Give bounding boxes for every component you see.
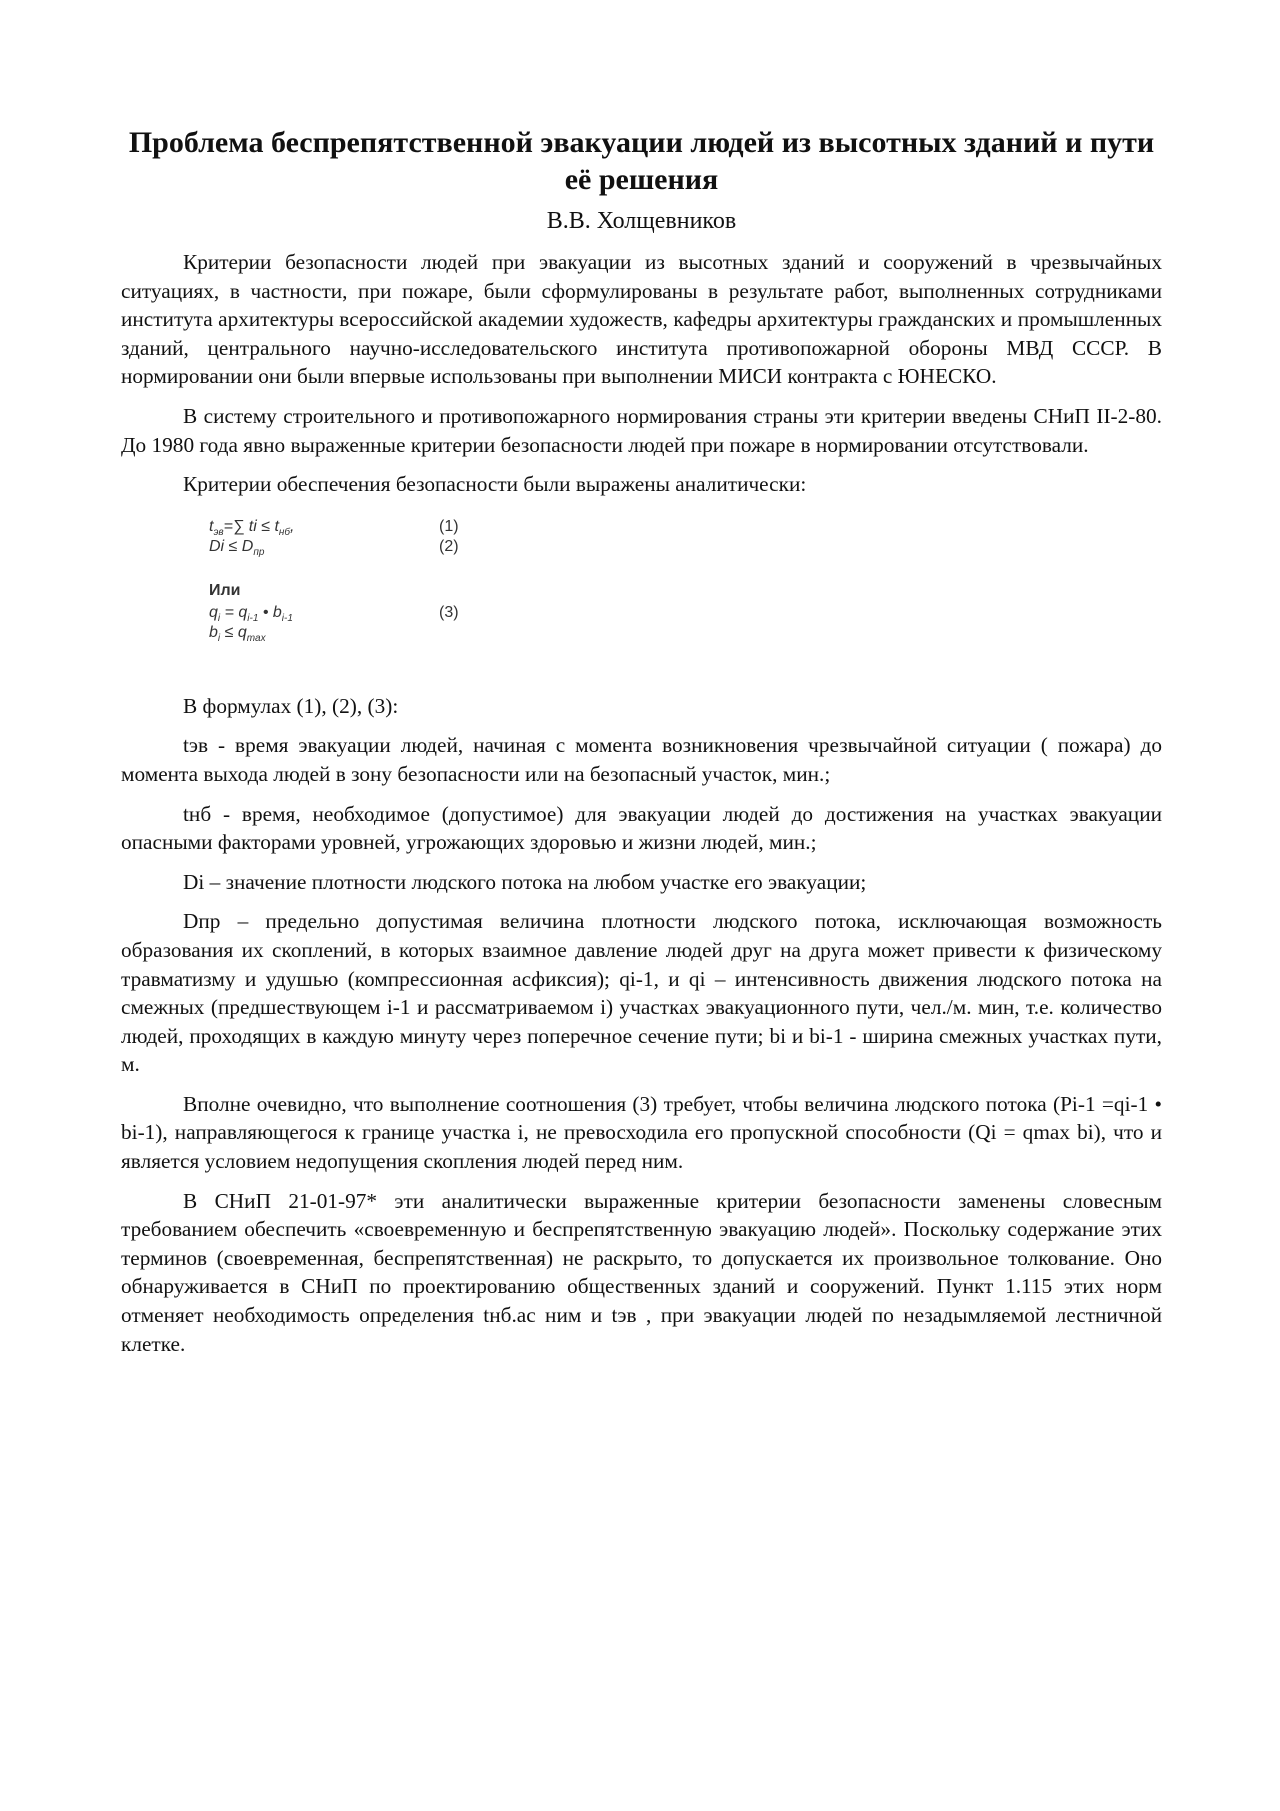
formula-4: $b_i \le q_{max}$ [209, 623, 266, 644]
paragraph: tнб - время, необходимое (допустимое) для эвакуации людей до достижения на участках эвакуации опасными факторами уровней, угрожающих здоровью и жизни людей, мин.; [121, 801, 1162, 855]
paragraph: В систему строительного и противопожарного нормирования страны эти критерии введены СНиП II-2-80. До 1980 года явно выраженные критерии безопасности людей при пожаре в нормировании отсутствовали. [121, 403, 1162, 457]
formula-image [121, 510, 1162, 686]
formula-1-number: (1) [439, 517, 459, 535]
formula-or-label: Или [209, 581, 241, 599]
paragraph: В СНиП 21-01-97* эти аналитически выраженные критерии безопасности заменены словесным требованием обеспечить «своевременную и беспрепятственную эвакуацию людей». Поскольку содержание этих терминов (своевременная, беспрепятственная) не раскрыто, то допускается их произвольное толкование. Оно обнаруживается в СНиП по проектированию общественных зданий и сооружений. Пункт 1.115 этих норм отменяет необходимость определения tнб.ас ним и tэв , при эвакуации людей по незадымляемой лестничной клетке. [121, 1188, 1162, 1356]
paragraph: Di – значение плотности людского потока на любом участке его эвакуации; [183, 869, 867, 894]
document-title: Проблема беспрепятственной эвакуации людей из высотных зданий и пути её решения [128, 126, 1155, 196]
document-author: В.В. Холщевников [546, 208, 737, 234]
paragraph: Критерии обеспечения безопасности были выражены аналитически: [183, 472, 807, 497]
formula-3: $q_i = q_{i-1}$ • $b_{i-1}$ [209, 603, 293, 624]
formula-2-number: (2) [439, 537, 459, 555]
paragraph: tэв - время эвакуации людей, начиная с момента возникновения чрезвычайной ситуации ( пожара) до момента выхода людей в зону безопасности или на безопасный участок, мин.; [121, 733, 1162, 786]
paragraph: Вполне очевидно, что выполнение соотношения (3) требует, чтобы величина людского потока (Pi-1 =qi-1 • bi-1), направляющегося к границе участка i, не превосходила его пропускной способности (Qi = qmax bi), что и является условием недопущения скопления людей перед ним. [121, 1091, 1162, 1174]
paragraph: В формулах (1), (2), (3): [183, 693, 399, 718]
formula-2: $Di \le D_{пр}$ [209, 537, 265, 558]
formula-3-number: (3) [439, 603, 459, 621]
paragraph: Dпр – предельно допустимая величина плотности людского потока, исключающая возможность образования их скоплений, в которых взаимное давление людей друг на друга может привести к физическому травматизму и удушью (компрессионная асфиксия); qi-1, и qi – интенсивность движения людского потока на смежных (предшествующем i-1 и рассматриваемом i) участках эвакуационного пути, чел./м. мин, т.е. количество людей, проходящих в каждую минуту через поперечное сечение пути; bi и bi-1 - ширина смежных участках пути, м. [121, 909, 1162, 1077]
paragraph: Критерии безопасности людей при эвакуации из высотных зданий и сооружений в чрезвычайных ситуациях, в частности, при пожаре, были сформулированы в результате работ, выполненных сотрудниками института архитектуры всероссийской академии художеств, кафедры архитектуры гражданских и промышленных зданий, центрального научно-исследовательского института противопожарной обороны МВД СССР. В нормировании они были впервые использованы при выполнении МИСИ контракта с ЮНЕСКО. [121, 250, 1162, 389]
formula-1: $t_{эв}=\sum$ ti ≤ $t_{нб}$, [209, 517, 295, 538]
